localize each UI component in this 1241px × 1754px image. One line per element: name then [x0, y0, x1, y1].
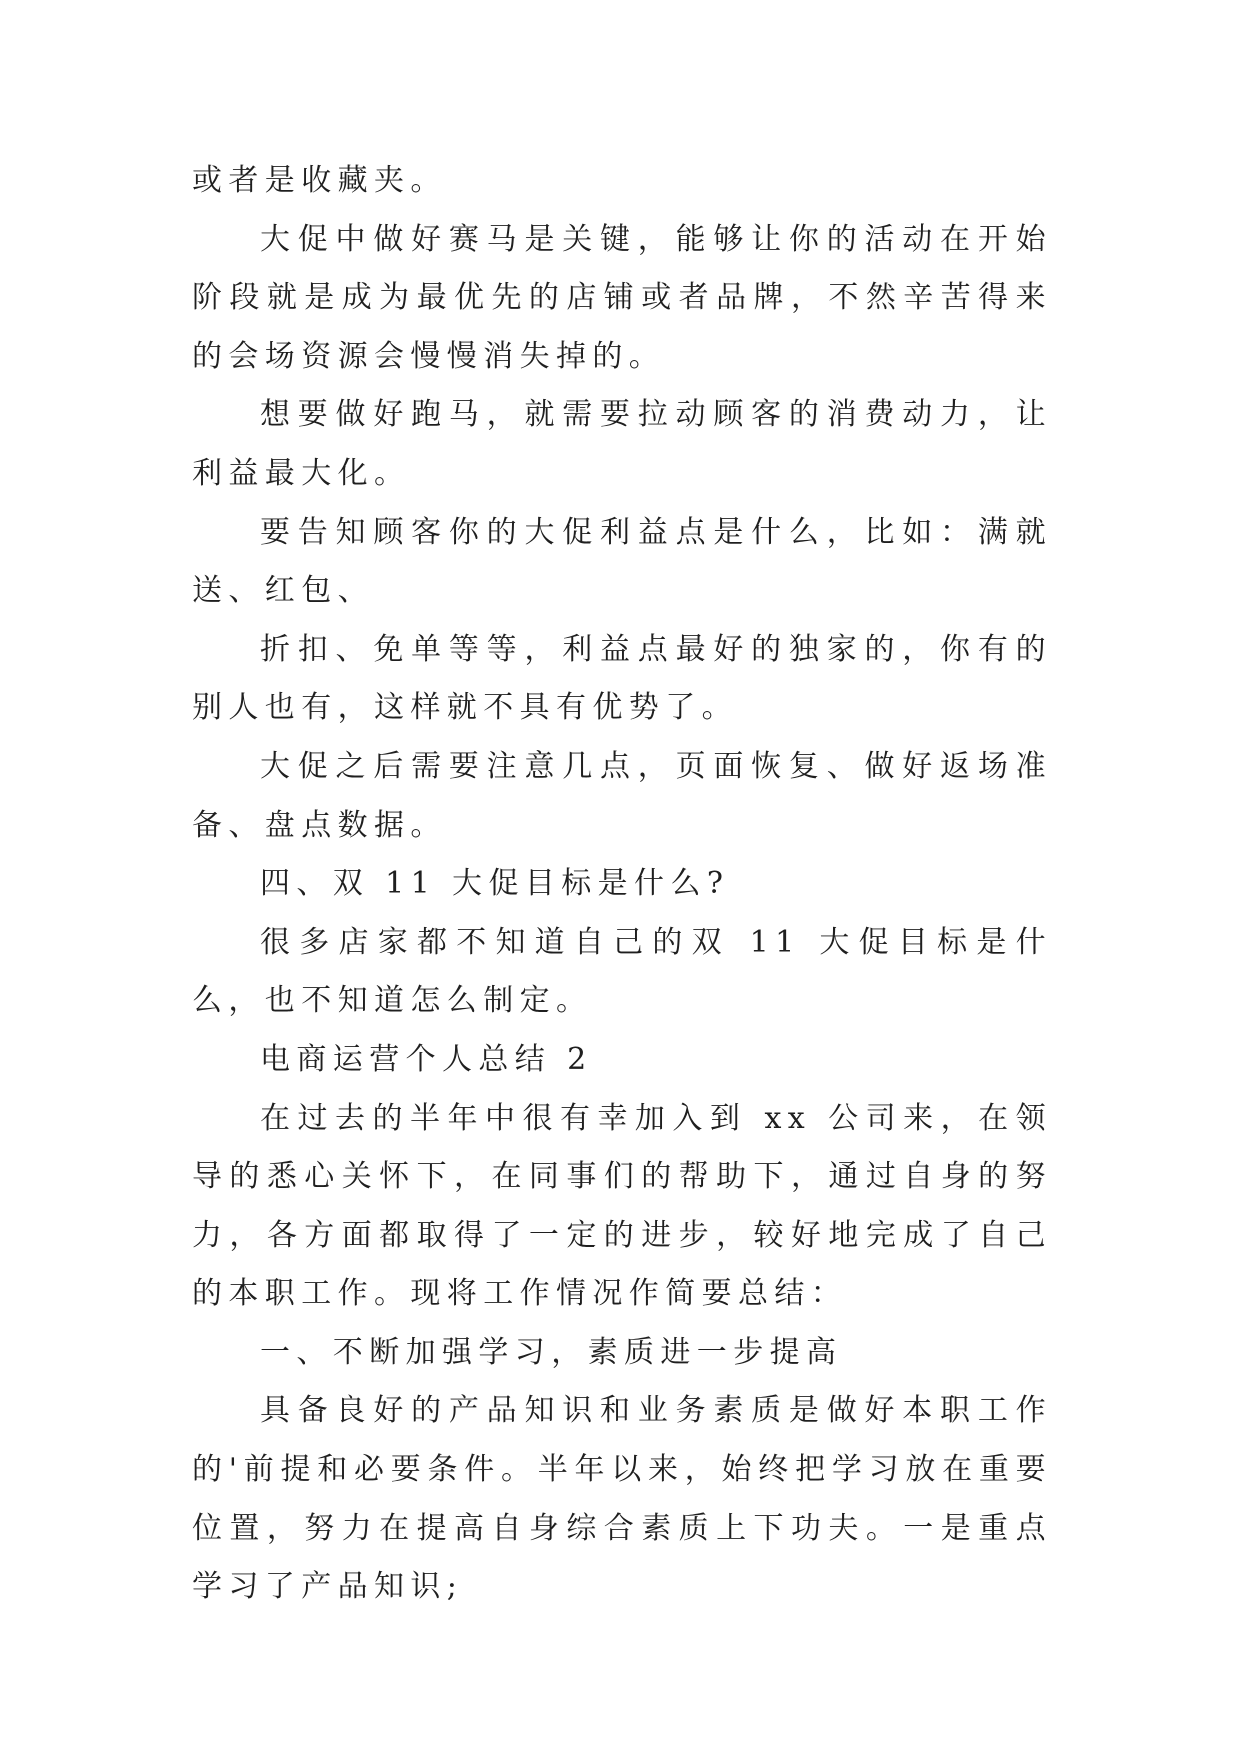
paragraph: 或者是收藏夹。 [192, 163, 447, 198]
paragraph: 想要做好跑马，就需要拉动顾客的消费动力，让利益最大化。 [192, 397, 1052, 491]
section-heading: 一、不断加强学习，素质进一步提高 [260, 1334, 843, 1370]
paragraph: 很多店家都不知道自己的双 11 大促目标是什么，也不知道怎么制定。 [192, 924, 1052, 1019]
document-body [192, 152, 1052, 1617]
paragraph: 大促中做好赛马是关键，能够让你的活动在开始阶段就是成为最优先的店铺或者品牌，不然辛苦得来的会场资源会慢慢消失掉的。 [192, 221, 1052, 374]
paragraph: 大促之后需要注意几点，页面恢复、做好返场准备、盘点数据。 [192, 748, 1052, 843]
paragraph: 具备良好的产品知识和业务素质是做好本职工作的'前提和必要条件。半年以来，始终把学习放在重要位置，努力在提高自身综合素质上下功夫。一是重点学习了产品知识; [192, 1393, 1052, 1605]
paragraph: 折扣、免单等等，利益点最好的独家的，你有的别人也有，这样就不具有优势了。 [192, 631, 1052, 726]
section-heading: 四、双 11 大促目标是什么? [260, 866, 730, 902]
paragraph: 在过去的半年中很有幸加入到 xx 公司来，在领导的悉心关怀下，在同事们的帮助下，通过自身的努力，各方面都取得了一定的进步，较好地完成了自己的本职工作。现将工作情况作简要总结： [192, 1100, 1052, 1312]
document-title: 电商运营个人总结 2 [260, 1041, 593, 1077]
paragraph: 要告知顾客你的大促利益点是什么，比如：满就送、红包、 [192, 514, 1052, 609]
